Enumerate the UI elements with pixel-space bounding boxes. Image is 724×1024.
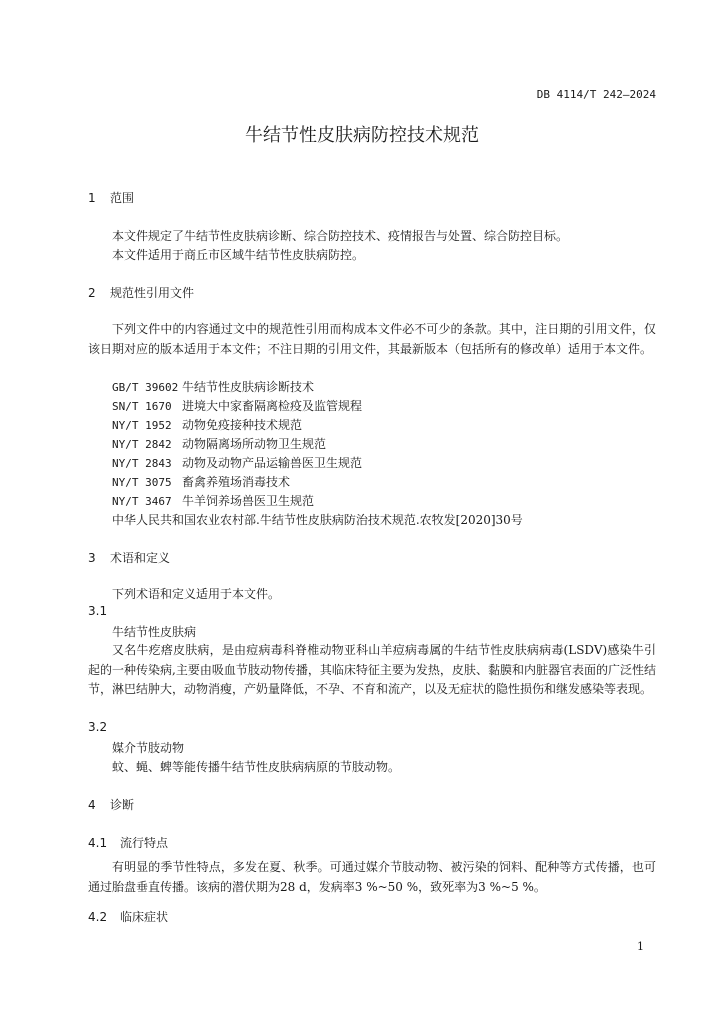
reference-item	[112, 397, 362, 414]
reference-code: NY/T 2843	[112, 457, 172, 470]
reference-code: NY/T 2842	[112, 438, 172, 451]
reference-name: 牛羊饲养场兽医卫生规范	[182, 494, 315, 508]
section-title: 规范性引用文件	[110, 286, 195, 300]
section-title: 术语和定义	[110, 551, 171, 565]
reference-code: GB/T 39602	[112, 381, 179, 394]
reference-item-ministry: 中华人民共和国农业农村部.牛结节性皮肤病防治技术规范.农牧发[2020]30号	[112, 513, 523, 527]
reference-item	[112, 492, 314, 509]
document-code: DB 4114/T 242—2024	[536, 88, 656, 101]
section-number: 3	[88, 551, 96, 565]
reference-item	[112, 435, 326, 452]
reference-name: 动物及动物产品运输兽医卫生规范	[182, 456, 363, 470]
normative-references-intro: 下列文件中的内容通过文中的规范性引用而构成本文件必不可少的条款。其中，注日期的引用文件，仅该日期对应的版本适用于本文件；不注日期的引用文件，其最新版本（包括所有的修改单）适用于本文件。	[88, 322, 656, 356]
reference-name: 动物免疫接种技术规范	[182, 418, 303, 432]
reference-name: 畜禽养殖场消毒技术	[182, 475, 291, 489]
section-title: 诊断	[110, 798, 135, 812]
reference-name: 进境大中家畜隔离检疫及监管规程	[182, 399, 363, 413]
reference-code: NY/T 3467	[112, 495, 172, 508]
reference-code: SN/T 1670	[112, 400, 172, 413]
reference-item	[112, 454, 362, 471]
section-3-heading	[88, 549, 170, 566]
reference-name: 牛结节性皮肤病诊断技术	[182, 380, 315, 394]
reference-item	[112, 473, 290, 490]
scope-paragraph-1: 本文件规定了牛结节性皮肤病诊断、综合防控技术、疫情报告与处置、综合防控目标。	[112, 229, 569, 243]
subsection-number: 4.2	[88, 910, 108, 924]
section-number: 1	[88, 191, 96, 205]
section-number: 4	[88, 798, 96, 812]
section-title: 范围	[110, 191, 135, 205]
document-title: 牛结节性皮肤病防控技术规范	[245, 125, 479, 146]
section-1-heading	[88, 189, 134, 206]
reference-code: NY/T 1952	[112, 419, 172, 432]
term-3-2-definition: 蚊、蝇、蜱等能传播牛结节性皮肤病病原的节肢动物。	[112, 760, 401, 774]
term-3-2-name: 媒介节肢动物	[112, 741, 185, 755]
term-3-1-number: 3.1	[88, 604, 108, 618]
subsection-title: 临床症状	[120, 910, 169, 924]
reference-item	[112, 378, 314, 395]
subsection-4-2-heading	[88, 908, 168, 925]
term-3-1-definition: 又名牛疙瘩皮肤病，是由痘病毒科脊椎动物亚科山羊痘病毒属的牛结节性皮肤病病毒(LSDV)感染牛引起的一种传染病,主要由吸血节肢动物传播，其临床特征主要为发热，皮肤、黏膜和内脏器官表面的广泛性结节，淋巴结肿大，动物消瘦，产奶量降低，不孕、不育和流产，以及无症状的隐性损伤和继发感染等表现。	[88, 643, 656, 696]
subsection-4-1-heading	[88, 834, 168, 851]
subsection-title: 流行特点	[120, 836, 169, 850]
scope-paragraph-2: 本文件适用于商丘市区域牛结节性皮肤病防控。	[112, 248, 365, 262]
subsection-4-1-text: 有明显的季节性特点，多发在夏、秋季。可通过媒介节肢动物、被污染的饲料、配种等方式传播，也可通过胎盘垂直传播。该病的潜伏期为28 d，发病率3 %~50 %，致死率为3 %~5 %。	[88, 860, 656, 894]
reference-code: NY/T 3075	[112, 476, 172, 489]
section-4-heading	[88, 796, 134, 813]
term-3-2-number: 3.2	[88, 720, 108, 734]
page-number: 1	[637, 940, 644, 953]
section-number: 2	[88, 286, 96, 300]
subsection-number: 4.1	[88, 836, 108, 850]
reference-name: 动物隔离场所动物卫生规范	[182, 437, 327, 451]
reference-item	[112, 416, 302, 433]
terms-intro: 下列术语和定义适用于本文件。	[112, 587, 281, 601]
section-2-heading	[88, 284, 194, 301]
term-3-1-name: 牛结节性皮肤病	[112, 625, 197, 639]
